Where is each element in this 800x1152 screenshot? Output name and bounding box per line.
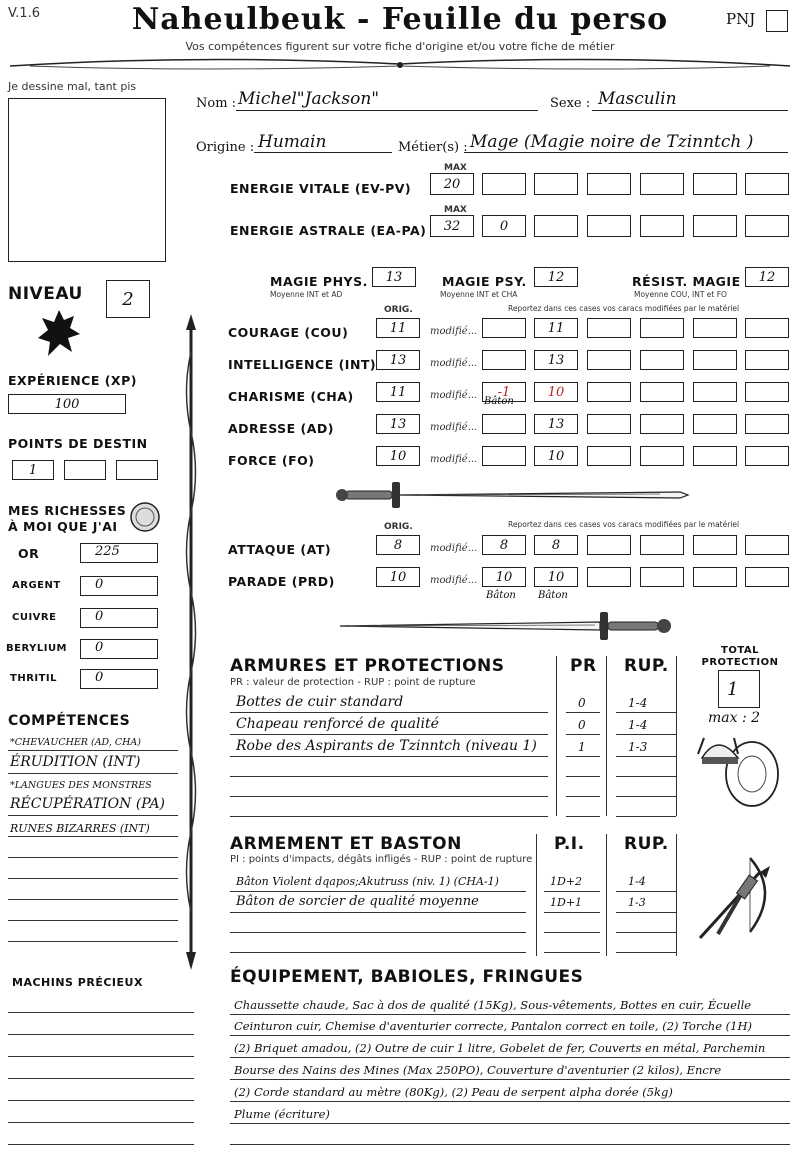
arme-rup-2: 1-3: [628, 896, 646, 909]
magie-phys-value[interactable]: 13: [372, 267, 416, 287]
armure-rup-2: 1-4: [628, 718, 648, 732]
total-protection-label-2: PROTECTION: [701, 657, 779, 668]
ea-box-6[interactable]: [693, 215, 737, 237]
competence-item-2: ÉRUDITION (INT): [10, 754, 141, 770]
armure-rup-3: 1-3: [628, 740, 648, 754]
armures-rup-header: RUP.: [624, 656, 669, 676]
carac-box-ad-4[interactable]: [640, 414, 684, 434]
origine-value[interactable]: Humain: [258, 132, 327, 152]
ev-box-6[interactable]: [693, 173, 737, 195]
carac-mod1-cha[interactable]: -1: [482, 382, 526, 402]
carac-modifie-ad: modifié...: [430, 422, 478, 433]
carac-box-ad-3[interactable]: [587, 414, 631, 434]
richesses-label-1: MES RICHESSES: [8, 503, 127, 518]
armure-name-1: Bottes de cuir standard: [236, 694, 404, 710]
ea-label: ENERGIE ASTRALE (EA-PA): [230, 223, 427, 238]
carac-mod2-int[interactable]: 13: [534, 350, 578, 370]
magie-psy-label: MAGIE PSY.: [442, 274, 527, 289]
combat-mod2-at[interactable]: 8: [534, 535, 578, 555]
ea-max-label: MAX: [444, 205, 467, 215]
combat-modifie-prd: modifié...: [430, 575, 478, 586]
combat-note: Reportez dans ces cases vos caracs modifiées par le matériel: [508, 520, 740, 529]
total-protection-label-1: TOTAL: [721, 645, 759, 656]
combat-orig-prd[interactable]: 10: [376, 567, 420, 587]
carac-name-cou: COURAGE (COU): [228, 325, 349, 340]
carac-name-ad: ADRESSE (AD): [228, 421, 335, 436]
magie-phys-label: MAGIE PHYS.: [270, 274, 368, 289]
arme-rup-1: 1-4: [628, 875, 646, 888]
armure-pr-2: 0: [578, 718, 586, 732]
carac-mod2-cou[interactable]: 11: [534, 318, 578, 338]
nom-value[interactable]: Michel"Jackson": [238, 89, 380, 109]
combat-box-at-6[interactable]: [745, 535, 789, 555]
carac-modifie-int: modifié...: [430, 358, 478, 369]
armure-name-2: Chapeau renforcé de qualité: [236, 716, 439, 732]
sexe-label: Sexe :: [550, 96, 591, 111]
caracs-orig-label: ORIG.: [384, 305, 413, 315]
carac-box-cha-6[interactable]: [745, 382, 789, 402]
combat-name-at: ATTAQUE (AT): [228, 542, 332, 557]
equipement-line-4: Bourse des Nains des Mines (Max 250PO), Couverture d'aventurier (2 kilos), Encre: [234, 1063, 722, 1077]
ea-box-4[interactable]: [587, 215, 631, 237]
ea-current-value[interactable]: 0: [482, 215, 526, 237]
helmet-shield-icon: [694, 728, 784, 812]
total-protection-max: max : 2: [708, 710, 761, 726]
combat-orig-label: ORIG.: [384, 522, 413, 532]
carac-box-cou-4[interactable]: [640, 318, 684, 338]
combat-mod1-prd[interactable]: 10: [482, 567, 526, 587]
combat-name-prd: PARADE (PRD): [228, 574, 335, 589]
carac-mod1-int[interactable]: [482, 350, 526, 370]
ev-max-value[interactable]: 20: [430, 173, 474, 195]
combat-orig-at[interactable]: 8: [376, 535, 420, 555]
carac-mod1-fo[interactable]: [482, 446, 526, 466]
carac-modifie-cou: modifié...: [430, 326, 478, 337]
carac-orig-int[interactable]: 13: [376, 350, 420, 370]
ea-box-5[interactable]: [640, 215, 684, 237]
arme-name-2: Bâton de sorcier de qualité moyenne: [236, 894, 479, 909]
carac-box-fo-6[interactable]: [745, 446, 789, 466]
armement-label: ARMEMENT ET BASTON: [230, 834, 462, 854]
metier-value[interactable]: Mage (Magie noire de Tzinntch ): [470, 132, 754, 152]
coin-icon: [128, 500, 162, 534]
carac-box-int-3[interactable]: [587, 350, 631, 370]
version-label: V.1.6: [8, 6, 41, 21]
pnj-checkbox[interactable]: [766, 10, 788, 32]
ea-box-7[interactable]: [745, 215, 789, 237]
competence-item-1: *CHEVAUCHER (AD, CHA): [10, 737, 141, 748]
ea-max-value[interactable]: 32: [430, 215, 474, 237]
niveau-label: NIVEAU: [8, 284, 83, 304]
combat-modifie-at: modifié...: [430, 543, 478, 554]
equipement-line-3: (2) Briquet amadou, (2) Outre de cuir 1 litre, Gobelet de fer, Couverts en métal, Parchemin: [234, 1041, 766, 1055]
carac-orig-ad[interactable]: 13: [376, 414, 420, 434]
competence-item-5: RUNES BIZARRES (INT): [10, 822, 150, 835]
carac-name-fo: FORCE (FO): [228, 453, 315, 468]
carac-mod1-ad[interactable]: [482, 414, 526, 434]
arme-pi-2: 1D+1: [550, 896, 583, 909]
carac-orig-cha[interactable]: 11: [376, 382, 420, 402]
origine-label: Origine :: [196, 140, 255, 155]
cuivre-label: CUIVRE: [12, 612, 57, 623]
combat-box-prd-3[interactable]: [587, 567, 631, 587]
carac-modifie-cha: modifié...: [430, 390, 478, 401]
sheet-subtitle: Vos compétences figurent sur votre fiche d'origine et/ou votre fiche de métier: [185, 40, 615, 53]
header-ornament: [0, 54, 800, 74]
thritil-value[interactable]: 0: [80, 669, 158, 689]
combat-box-at-3[interactable]: [587, 535, 631, 555]
competences-label: COMPÉTENCES: [8, 713, 131, 729]
carac-box-cou-6[interactable]: [745, 318, 789, 338]
ev-box-7[interactable]: [745, 173, 789, 195]
thritil-label: THRITIL: [10, 673, 58, 684]
ev-label: ENERGIE VITALE (EV-PV): [230, 181, 412, 196]
armures-pr-header: PR: [570, 656, 597, 676]
combat-note-2: Bâton: [538, 590, 568, 601]
equipement-label: ÉQUIPEMENT, BABIOLES, FRINGUES: [230, 967, 584, 987]
carac-note-cha: Bâton: [484, 396, 514, 407]
carac-box-cou-5[interactable]: [693, 318, 737, 338]
arme-name-1: Bâton Violent dqapos;Akutruss (niv. 1) (CHA-1): [236, 875, 499, 888]
sheet-title: Naheulbeuk - Feuille du perso: [131, 2, 669, 37]
armement-rup-header: RUP.: [624, 834, 669, 854]
ea-box-3[interactable]: [534, 215, 578, 237]
competence-item-4: RÉCUPÉRATION (PA): [10, 796, 166, 812]
portrait-caption: Je dessine mal, tant pis: [8, 80, 137, 93]
dragon-icon: [34, 306, 84, 362]
ev-box-3[interactable]: [534, 173, 578, 195]
combat-note-1: Bâton: [486, 590, 516, 601]
cuivre-value[interactable]: 0: [80, 608, 158, 628]
magie-phys-note: Moyenne INT et AD: [270, 290, 343, 299]
carac-box-ad-5[interactable]: [693, 414, 737, 434]
niveau-value[interactable]: 2: [106, 280, 150, 318]
ev-max-label: MAX: [444, 163, 467, 173]
armement-pi-header: P.I.: [554, 834, 585, 854]
xp-value[interactable]: 100: [8, 394, 126, 414]
armure-pr-1: 0: [578, 696, 586, 710]
richesses-label-2: À MOI QUE J'AI: [8, 519, 118, 534]
sword-icon: [330, 478, 690, 512]
carac-box-int-4[interactable]: [640, 350, 684, 370]
carac-mod1-cou[interactable]: [482, 318, 526, 338]
metier-label: Métier(s) :: [398, 140, 468, 155]
carac-box-cha-5[interactable]: [693, 382, 737, 402]
xp-label: EXPÉRIENCE (XP): [8, 373, 137, 388]
destin-box-2[interactable]: [64, 460, 106, 480]
sword-icon-2: [330, 604, 690, 644]
combat-box-at-4[interactable]: [640, 535, 684, 555]
combat-box-prd-5[interactable]: [693, 567, 737, 587]
combat-box-at-5[interactable]: [693, 535, 737, 555]
equipement-line-6: Plume (écriture): [234, 1107, 330, 1121]
argent-label: ARGENT: [12, 580, 61, 591]
machins-label: MACHINS PRÉCIEUX: [12, 976, 143, 989]
equipement-line-1: Chaussette chaude, Sac à dos de qualité (15Kg), Sous-vêtements, Bottes en cuir, Écuelle: [234, 998, 752, 1012]
portrait-box[interactable]: [8, 98, 166, 262]
destin-label: POINTS DE DESTIN: [8, 436, 148, 451]
sexe-value[interactable]: Masculin: [598, 89, 677, 109]
armures-legend: PR : valeur de protection - RUP : point de rupture: [230, 677, 476, 688]
carac-box-int-5[interactable]: [693, 350, 737, 370]
resist-magie-label: RÉSIST. MAGIE: [632, 274, 741, 289]
carac-mod2-cha[interactable]: 10: [534, 382, 578, 402]
combat-box-prd-6[interactable]: [745, 567, 789, 587]
armure-name-3: Robe des Aspirants de Tzinntch (niveau 1): [236, 738, 537, 754]
berylium-value[interactable]: 0: [80, 639, 158, 659]
carac-orig-fo[interactable]: 10: [376, 446, 420, 466]
carac-box-cou-3[interactable]: [587, 318, 631, 338]
armement-legend: PI : points d'impacts, dégâts infligés - RUP : point de rupture: [230, 854, 533, 865]
or-value[interactable]: 225: [80, 543, 158, 563]
carac-mod2-ad[interactable]: 13: [534, 414, 578, 434]
carac-box-cha-3[interactable]: [587, 382, 631, 402]
ev-box-5[interactable]: [640, 173, 684, 195]
carac-box-fo-3[interactable]: [587, 446, 631, 466]
berylium-label: BERYLIUM: [6, 643, 68, 654]
ev-box-4[interactable]: [587, 173, 631, 195]
staff-icon: [178, 312, 204, 972]
magie-psy-value[interactable]: 12: [534, 267, 578, 287]
carac-name-cha: CHARISME (CHA): [228, 389, 354, 404]
equipement-line-2: Ceinturon cuir, Chemise d'aventurier correcte, Pantalon correct en toile, (2) Torche (1H): [234, 1019, 752, 1033]
combat-box-prd-4[interactable]: [640, 567, 684, 587]
argent-value[interactable]: 0: [80, 576, 158, 596]
nom-label: Nom :: [196, 96, 237, 111]
carac-box-fo-4[interactable]: [640, 446, 684, 466]
armures-label: ARMURES ET PROTECTIONS: [230, 656, 505, 676]
armure-pr-3: 1: [578, 740, 586, 754]
carac-orig-cou[interactable]: 11: [376, 318, 420, 338]
arme-pi-1: 1D+2: [550, 875, 583, 888]
armure-rup-1: 1-4: [628, 696, 648, 710]
combat-mod1-at[interactable]: 8: [482, 535, 526, 555]
or-label: OR: [18, 546, 40, 561]
weapons-icon: [690, 852, 786, 948]
competence-item-3: *LANGUES DES MONSTRES: [10, 780, 152, 791]
magie-psy-note: Moyenne INT et CHA: [440, 290, 518, 299]
carac-modifie-fo: modifié...: [430, 454, 478, 465]
resist-magie-value[interactable]: 12: [745, 267, 789, 287]
carac-name-int: INTELLIGENCE (INT): [228, 357, 377, 372]
carac-box-ad-6[interactable]: [745, 414, 789, 434]
carac-mod2-fo[interactable]: 10: [534, 446, 578, 466]
carac-box-cha-4[interactable]: [640, 382, 684, 402]
equipement-line-5: (2) Corde standard au mètre (80Kg), (2) Peau de serpent alpha dorée (5kg): [234, 1085, 673, 1099]
combat-mod2-prd[interactable]: 10: [534, 567, 578, 587]
carac-box-fo-5[interactable]: [693, 446, 737, 466]
pnj-label: PNJ: [726, 10, 756, 28]
carac-box-int-6[interactable]: [745, 350, 789, 370]
total-protection-value[interactable]: 1: [718, 670, 760, 708]
caracs-note: Reportez dans ces cases vos caracs modifiées par le matériel: [508, 304, 740, 313]
destin-box-3[interactable]: [116, 460, 158, 480]
resist-magie-note: Moyenne COU, INT et FO: [634, 290, 727, 299]
destin-box-1[interactable]: 1: [12, 460, 54, 480]
ev-box-2[interactable]: [482, 173, 526, 195]
